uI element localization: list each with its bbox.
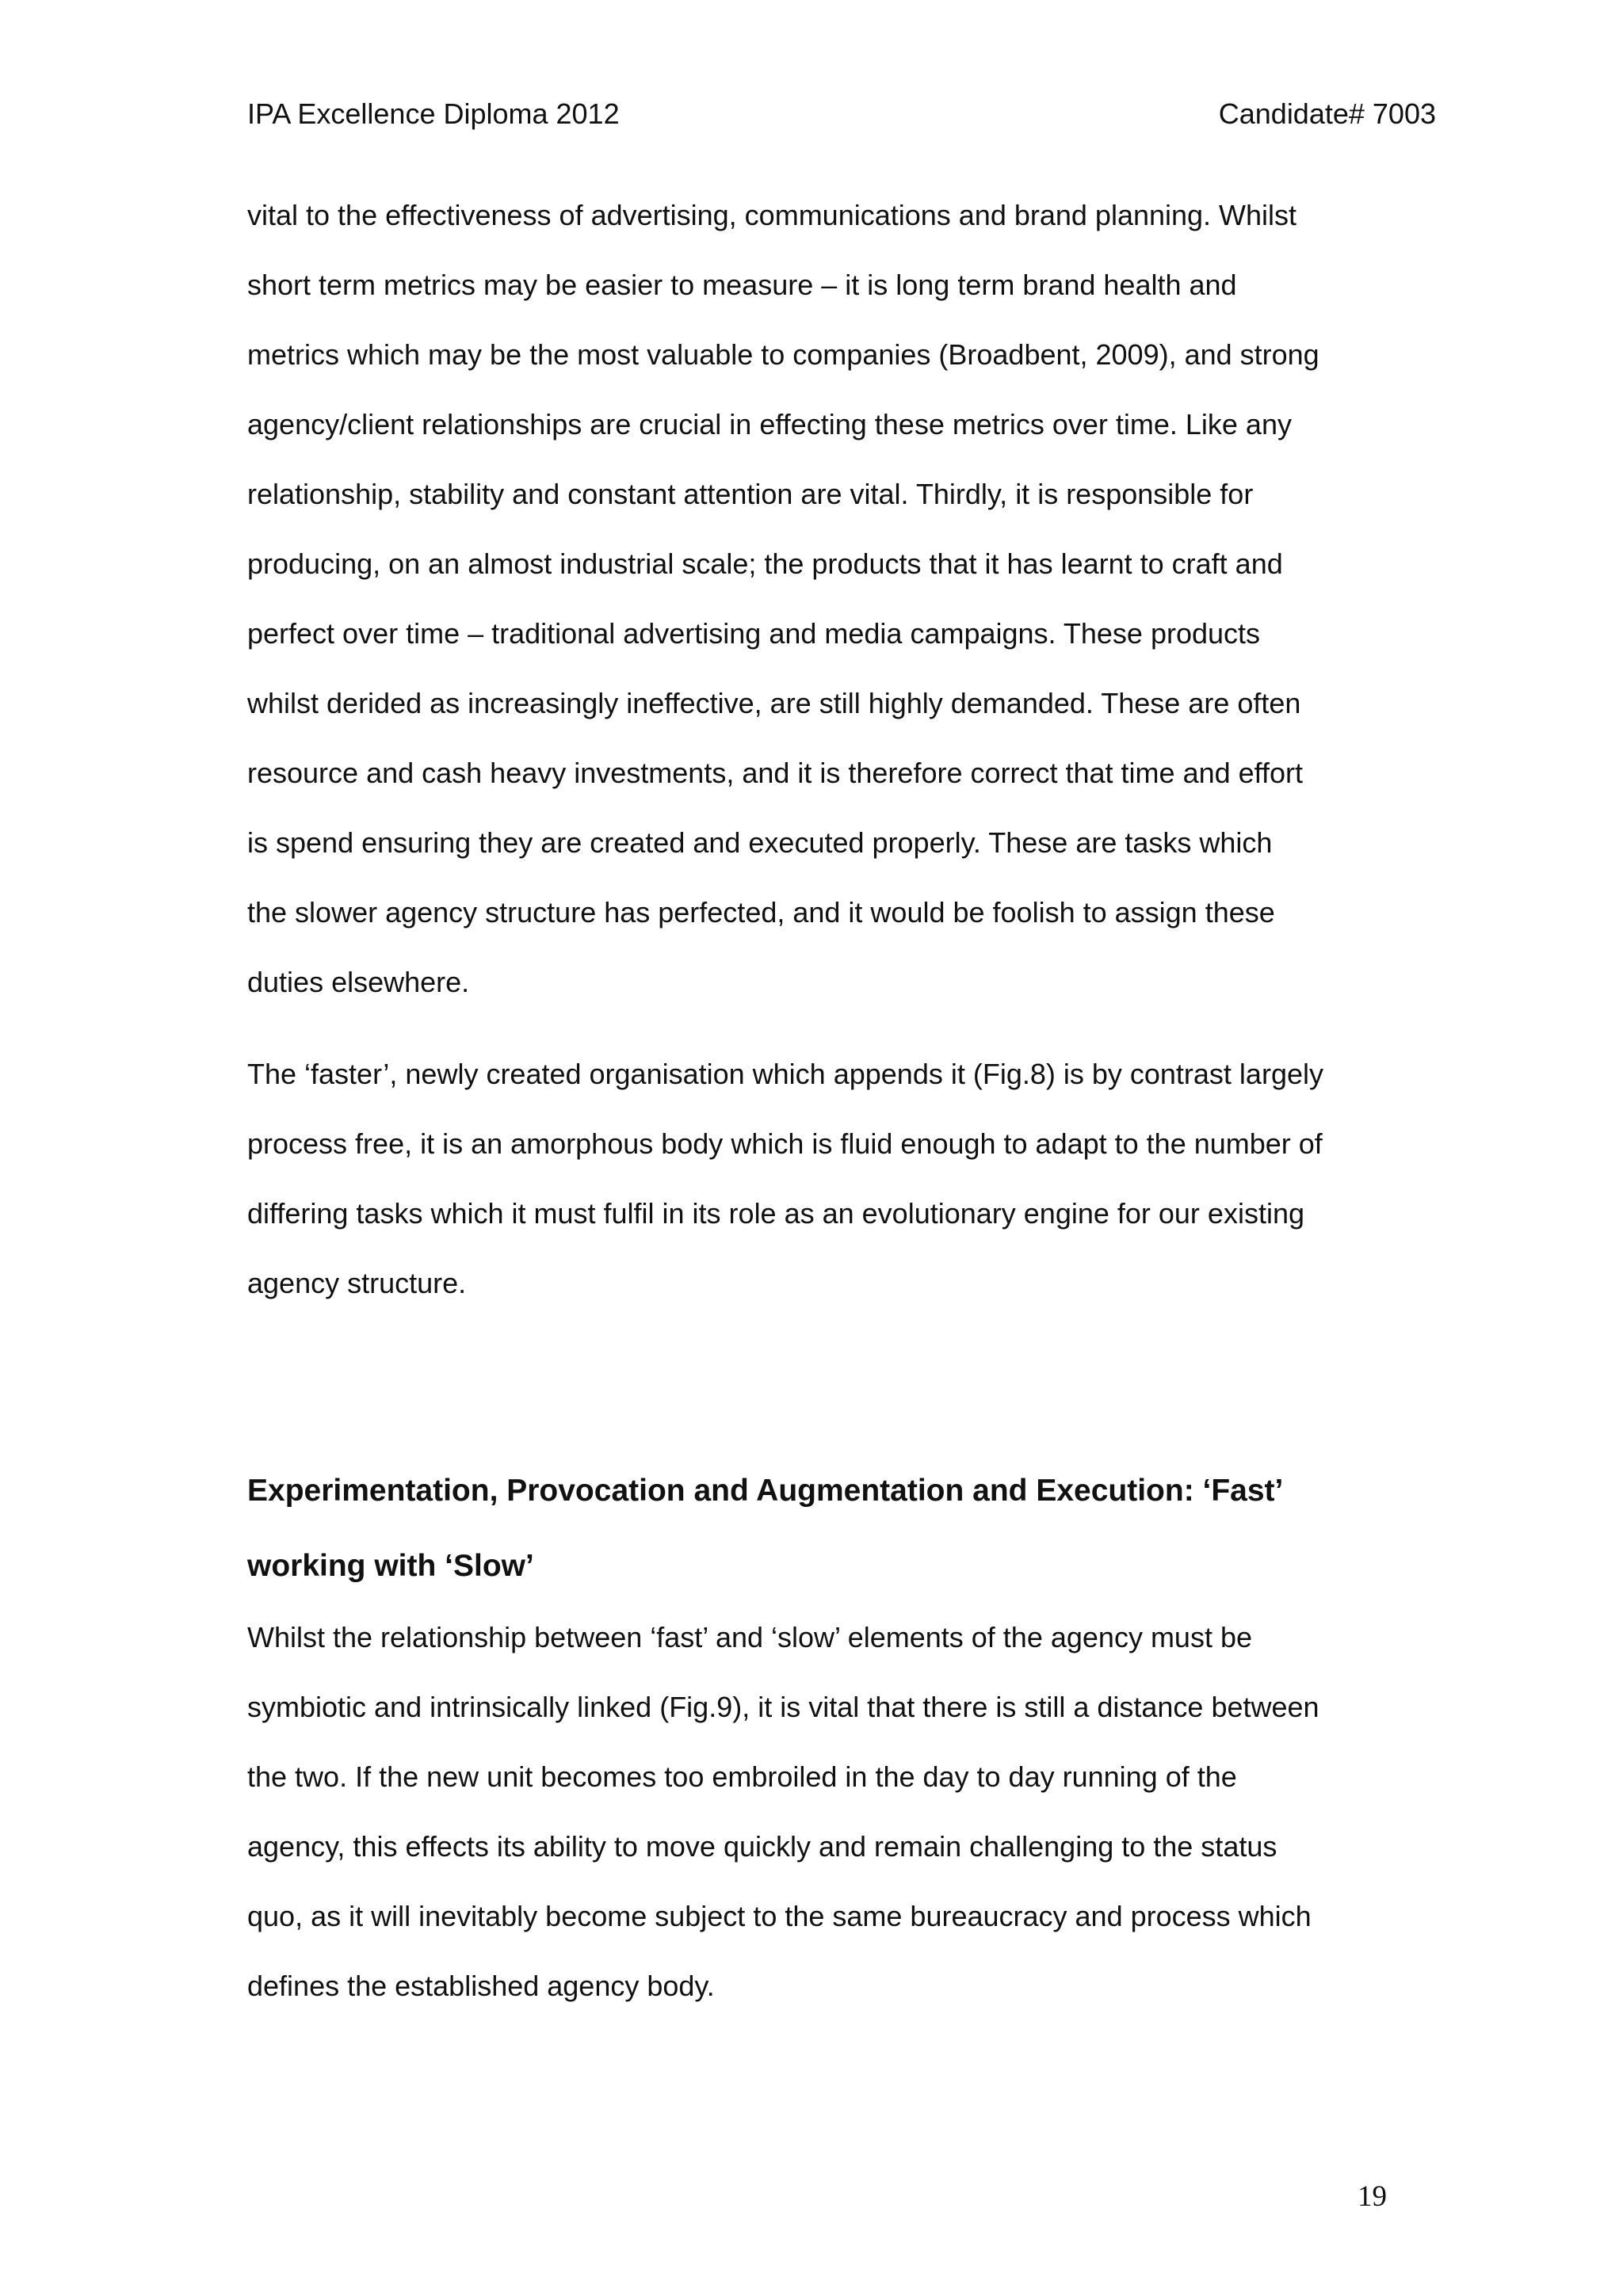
heading-line: Experimentation, Provocation and Augmentation and Execution: ‘Fast’ [247,1474,1284,1508]
text-line: agency, this effects its ability to move quickly and remain challenging to the status [247,1830,1277,1863]
text-line: agency structure. [247,1267,467,1299]
text-line: metrics which may be the most valuable to companies (Broadbent, 2009), and strong [247,338,1319,371]
section-heading [247,1453,1396,1604]
text-line: agency/client relationships are crucial in effecting these metrics over time. Like any [247,408,1292,441]
text-line: defines the established agency body. [247,1970,715,2002]
text-line: duties elsewhere. [247,966,470,998]
text-line: is spend ensuring they are created and executed properly. These are tasks which [247,826,1273,859]
text-line: relationship, stability and constant attention are vital. Thirdly, it is responsible for [247,478,1254,510]
text-line: producing, on an almost industrial scale; the products that it has learnt to craft and [247,547,1283,580]
body-paragraph-2 [247,1039,1396,1318]
text-line: Whilst the relationship between ‘fast’ and ‘slow’ elements of the agency must be [247,1621,1252,1653]
text-line: resource and cash heavy investments, and it is therefore correct that time and effort [247,757,1304,789]
text-line: quo, as it will inevitably become subject to the same bureaucracy and process which [247,1900,1312,1932]
text-line: the slower agency structure has perfected, and it would be foolish to assign these [247,896,1275,929]
page-number: 19 [1358,2180,1387,2213]
text-line: vital to the effectiveness of advertising, communications and brand planning. Whilst [247,199,1297,231]
text-line: differing tasks which it must fulfil in its role as an evolutionary engine for our existing [247,1197,1304,1230]
text-line: symbiotic and intrinsically linked (Fig.9), it is vital that there is still a distance between [247,1691,1319,1723]
text-line: the two. If the new unit becomes too embroiled in the day to day running of the [247,1760,1237,1793]
header-title: IPA Excellence Diploma 2012 [247,97,620,130]
text-line: whilst derided as increasingly ineffective, are still highly demanded. These are often [247,687,1301,719]
section-paragraph [247,1603,1396,2021]
text-line: perfect over time – traditional advertising and media campaigns. These products [247,617,1261,650]
text-line: The ‘faster’, newly created organisation which appends it (Fig.8) is by contrast largely [247,1058,1323,1090]
text-line: process free, it is an amorphous body which is fluid enough to adapt to the number of [247,1127,1323,1160]
header-candidate-number: Candidate# 7003 [1218,97,1436,130]
text-line: short term metrics may be easier to measure – it is long term brand health and [247,269,1237,301]
heading-line: working with ‘Slow’ [247,1549,534,1583]
body-paragraph-1 [247,181,1396,1017]
